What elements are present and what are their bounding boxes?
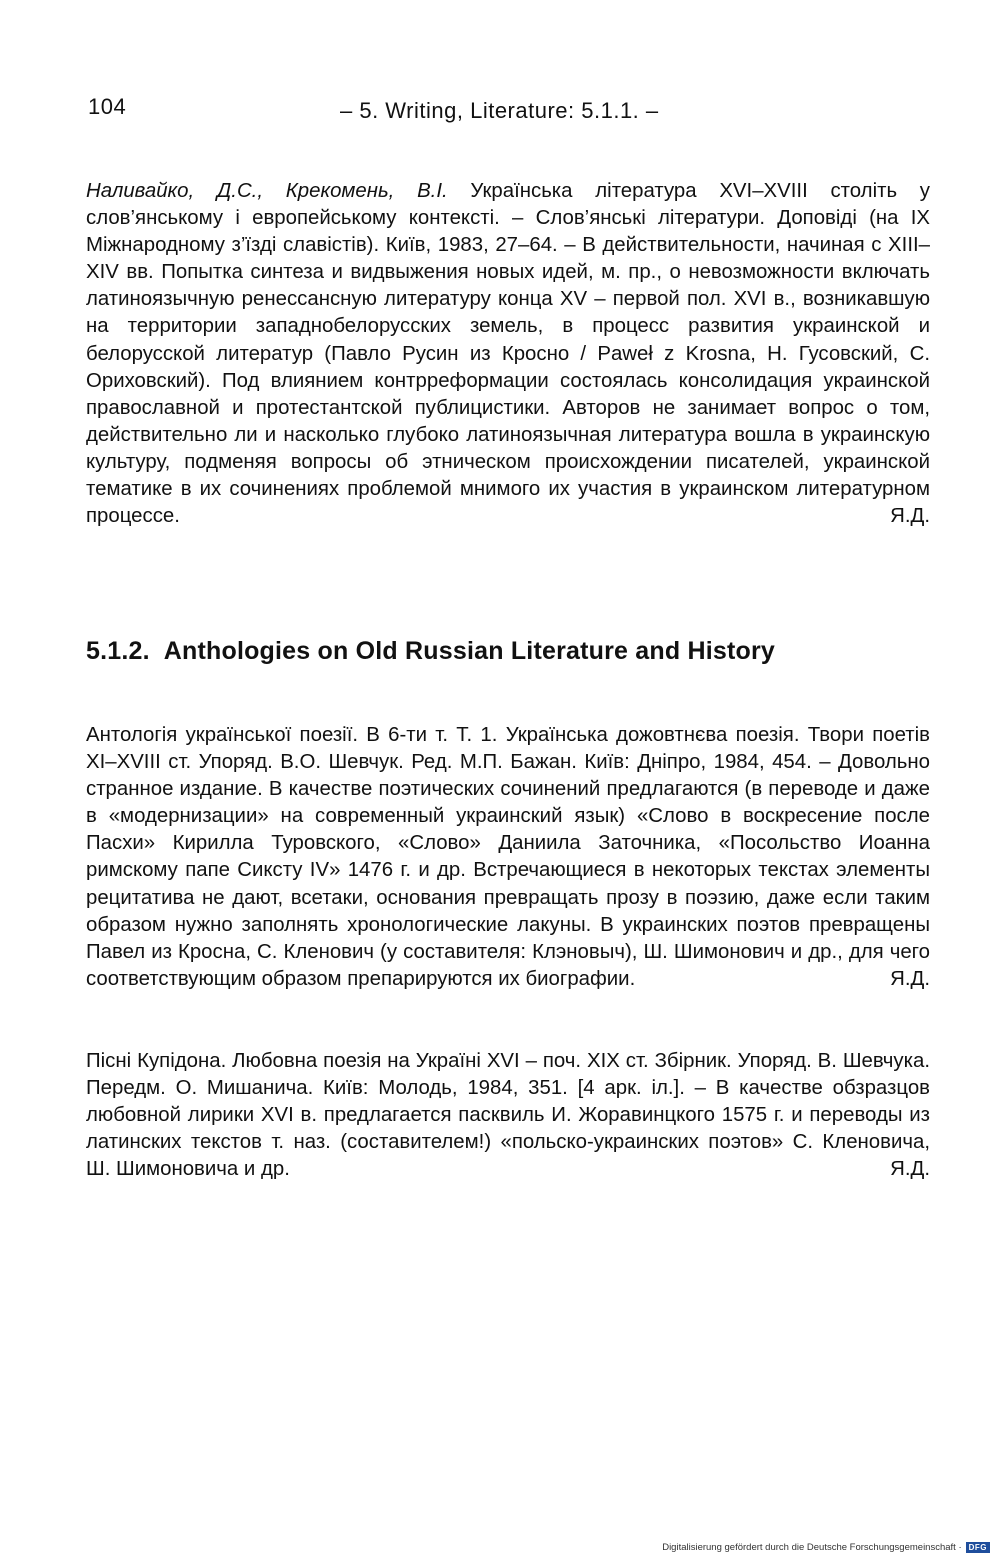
reviewer-signature: Я.Д. xyxy=(890,967,930,990)
section-number: 5.1.2. xyxy=(86,637,150,665)
dfg-logo-icon: DFG xyxy=(966,1542,990,1553)
section-heading xyxy=(86,637,775,666)
entry-authors: Наливайко, Д.С., Крекомень, В.І. xyxy=(86,180,448,202)
digitization-footer xyxy=(662,1542,990,1553)
bibliography-entry-1 xyxy=(86,178,930,530)
running-head: – 5. Writing, Literature: 5.1.1. – xyxy=(340,98,659,123)
entry-text: Українська література XVI–XVIII століть у слов’янському і европейському контексті. – Слов’янські літератури. Доповіді (на IX Міжнародному з’їзді славістів). Київ, 1983, 27–64. – В действительности, начиная с XIII–XIV вв. Попытка синтеза и видвыжения новых идей, м. пр., о невозможности включать латиноязычную ренессансную литературу конца XV – первой пол. XVI в., возникавшую на территории западнобелорусских земель, в процесс развития украинской и белорусской литератур (Павло Русин из Кросно / Paweł z Krosna, Н. Гусовский, С. Ориховский). Под влиянием контрреформации состоялась консолидация украинской православной и протестантской публицистики. Авторов не занимает вопрос о том, действительно ли и насколько глубоко латиноязычная литература вошла в украинскую культуру, подменяя вопросы об этническом происхождении писателей, украинской тематике в их сочинениях проблемой мнимого их участия в украинском литературном процессе. xyxy=(86,180,930,528)
section-title: Anthologies on Old Russian Literature and History xyxy=(163,637,776,665)
bibliography-entry-3 xyxy=(86,1048,930,1183)
reviewer-signature: Я.Д. xyxy=(890,505,930,528)
page-number: 104 xyxy=(88,94,127,119)
entry-text: Пісні Купідона. Любовна поезія на Україні XVI – поч. XIX ст. Збірник. Упоряд. В. Шевчука. Передм. О. Мишанича. Київ: Молодь, 1984, 351. [4 арк. іл.]. – В качестве обзразцов любовной лирики XVI в. предлагается пасквиль И. Жоравинцкого 1575 г. и переводы из латинских текстов т. наз. (составителем!) «польско-украинских поэтов» С. Кленовича, Ш. Шимоновича и др. xyxy=(86,1050,930,1181)
footer-text: Digitalisierung gefördert durch die Deutsche Forschungsgemeinschaft · xyxy=(662,1542,962,1553)
reviewer-signature: Я.Д. xyxy=(890,1158,930,1181)
bibliography-entry-2 xyxy=(86,722,930,993)
entry-text: Антологія української поезії. В 6-ти т. Т. 1. Українська дожовтнєва поезія. Твори поетів XI–XVIII ст. Упоряд. В.О. Шевчук. Ред. М.П. Бажан. Київ: Дніпро, 1984, 454. – Довольно странное издание. В качестве поэтических сочинений предлагаются (в переводе и даже в «модернизации» на современный украинский язык) «Слово в воскресение после Пасхи» Кирилла Туровского, «Слово» Даниила Заточника, «Посольство Иоанна римскому папе Сиксту IV» 1476 г. и др. Встречающиеся в некоторых текстах элементы рецитатива не дают, всетаки, основания превращать прозу в поэзию, даже если таким образом нужно заполнять хронологические лакуны. В украинских поэтов превращены Павел из Кросна, С. Кленович (у составителя: Клэновыч), Ш. Шимонович и др., для чего соответствующим образом препарируются их биографии. xyxy=(86,724,930,990)
